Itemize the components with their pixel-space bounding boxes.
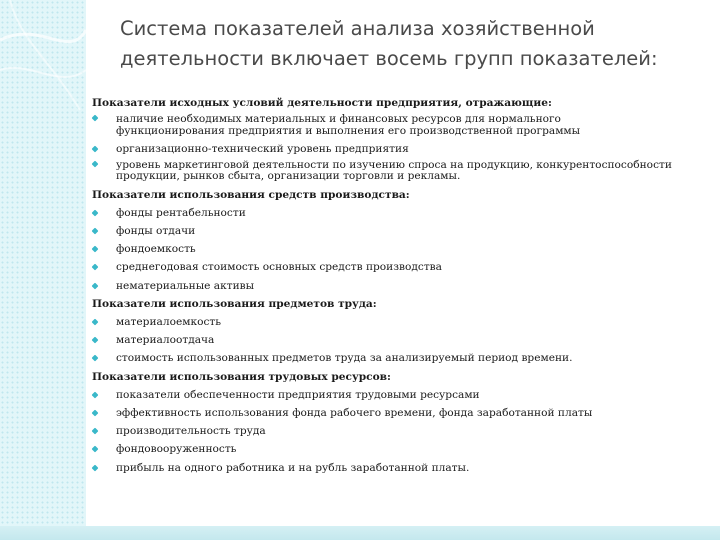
- bullet-icon: [92, 228, 99, 235]
- list-item-text: организационно-технический уровень предприятия: [116, 142, 409, 155]
- list-item: [92, 422, 710, 440]
- list-item-text: продукции, рынков сбыта, организации торговли и рекламы.: [116, 170, 461, 183]
- group-heading: Показатели исходных условий деятельности предприятия, отражающие:: [92, 97, 552, 109]
- list-item: [92, 112, 710, 140]
- list-item: [92, 258, 710, 276]
- list-item-text: производительность труда: [116, 425, 266, 438]
- list-item: [92, 459, 710, 477]
- list-item-text: фонды отдачи: [116, 225, 196, 237]
- bullet-icon: [92, 115, 99, 122]
- bullet-icon: [92, 464, 99, 471]
- group-heading: Показатели использования предметов труда:: [92, 297, 377, 310]
- list-item-text: материалоотдача: [116, 334, 215, 347]
- list-item: [92, 204, 710, 222]
- group-heading: Показатели использования трудовых ресурсов:: [92, 370, 391, 383]
- decorative-bottom-band: [0, 526, 720, 540]
- bullet-icon: [92, 410, 99, 417]
- bullet-icon: [92, 161, 99, 168]
- list-item-text: фонды рентабельности: [116, 206, 246, 219]
- bullet-icon: [92, 209, 99, 216]
- list-item: [92, 140, 710, 158]
- list-item-text: среднегодовая стоимость основных средств производства: [116, 261, 442, 274]
- slide-title: [120, 14, 710, 74]
- decorative-left-band: [0, 0, 86, 540]
- bullet-icon: [92, 264, 99, 271]
- slide-title-line-1: Система показателей анализа хозяйственной: [120, 17, 595, 40]
- list-item: [92, 222, 710, 240]
- group-heading: Показатели использования средств производства:: [92, 188, 410, 201]
- list-item-text: фондовооруженность: [116, 443, 237, 456]
- list-item: [92, 313, 710, 331]
- list-item-text: фондоемкость: [116, 243, 196, 256]
- list-item: [92, 240, 710, 258]
- list-item: [92, 331, 710, 349]
- bullet-icon: [92, 337, 99, 344]
- bullet-icon: [92, 355, 99, 362]
- bullet-icon: [92, 391, 99, 398]
- list-item-text: нематериальные активы: [116, 279, 255, 292]
- list-item: [92, 440, 710, 458]
- bullet-icon: [92, 428, 99, 435]
- slide-body: [92, 94, 710, 477]
- list-item-text: наличие необходимых материальных и финансовых ресурсов для нормального: [116, 113, 561, 126]
- list-item-text: стоимость использованных предметов труда за анализируемый период времени.: [116, 352, 573, 365]
- decorative-swirl-graphic: [0, 0, 86, 540]
- bullet-icon: [92, 446, 99, 453]
- bullet-icon: [92, 246, 99, 253]
- list-item-text: материалоемкость: [116, 316, 222, 329]
- bullet-icon: [92, 145, 99, 152]
- list-item: [92, 158, 710, 186]
- list-item-text: функционирования предприятия и выполнения его производственной программы: [116, 124, 581, 137]
- list-item: [92, 404, 710, 422]
- list-item: [92, 277, 710, 295]
- list-item: [92, 386, 710, 404]
- list-item: [92, 349, 710, 367]
- bullet-icon: [92, 282, 99, 289]
- slide-title-line-2: деятельности включает восемь групп показателей:: [120, 47, 658, 70]
- list-item-text: прибыль на одного работника и на рубль заработанной платы.: [116, 461, 470, 474]
- list-item-text: эффективность использования фонда рабочего времени, фонда заработанной платы: [116, 407, 593, 420]
- bullet-icon: [92, 319, 99, 326]
- list-item-text: уровень маркетинговой деятельности по изучению спроса на продукцию, конкурентоспособности: [116, 159, 672, 171]
- list-item-text: показатели обеспеченности предприятия трудовыми ресурсами: [116, 388, 480, 401]
